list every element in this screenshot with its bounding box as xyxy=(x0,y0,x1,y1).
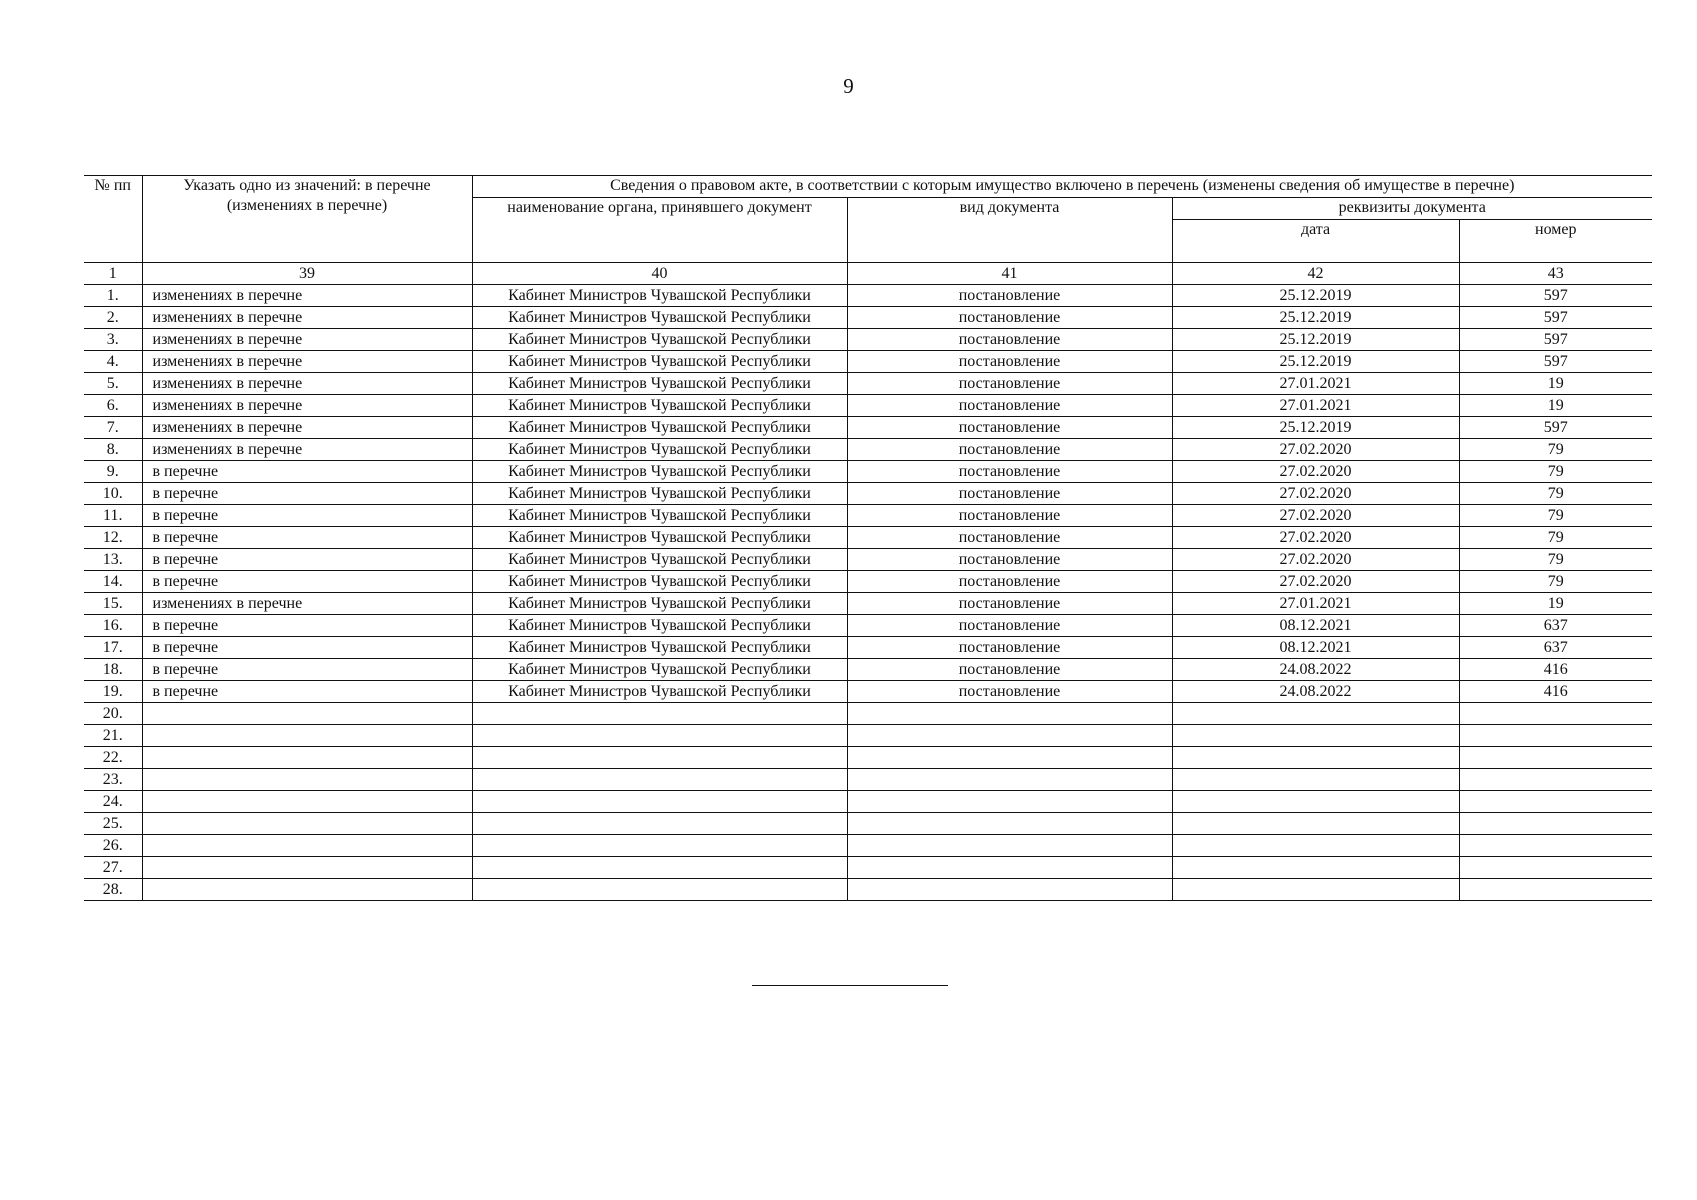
table-row xyxy=(84,879,1652,901)
number-cell: 79 xyxy=(1459,461,1652,483)
date-cell xyxy=(1172,857,1459,879)
number-cell xyxy=(1459,879,1652,901)
number-cell: 79 xyxy=(1459,483,1652,505)
end-of-document-line xyxy=(752,985,948,986)
table-row xyxy=(84,659,1652,681)
choice-cell: в перечне xyxy=(142,527,472,549)
doc-type-cell xyxy=(847,813,1172,835)
table-row xyxy=(84,857,1652,879)
choice-cell xyxy=(142,857,472,879)
doc-type-cell: постановление xyxy=(847,549,1172,571)
row-number-cell: 23. xyxy=(84,769,142,791)
property-register-table xyxy=(84,175,1652,901)
row-number-cell: 9. xyxy=(84,461,142,483)
choice-cell xyxy=(142,747,472,769)
number-cell: 416 xyxy=(1459,659,1652,681)
date-cell: 08.12.2021 xyxy=(1172,615,1459,637)
column-number: 1 xyxy=(84,263,142,285)
organ-cell: Кабинет Министров Чувашской Республики xyxy=(472,527,847,549)
table-row xyxy=(84,505,1652,527)
choice-cell: изменениях в перечне xyxy=(142,307,472,329)
number-cell: 597 xyxy=(1459,351,1652,373)
choice-cell: изменениях в перечне xyxy=(142,395,472,417)
page-number: 9 xyxy=(843,74,854,98)
date-cell: 25.12.2019 xyxy=(1172,329,1459,351)
number-cell: 597 xyxy=(1459,307,1652,329)
row-number-cell: 17. xyxy=(84,637,142,659)
number-cell: 597 xyxy=(1459,285,1652,307)
header-choice: Указать одно из значений: в перечне (изменениях в перечне) xyxy=(142,176,472,263)
table-row xyxy=(84,593,1652,615)
date-cell: 27.01.2021 xyxy=(1172,593,1459,615)
row-number-cell: 10. xyxy=(84,483,142,505)
table-row xyxy=(84,813,1652,835)
table-row xyxy=(84,725,1652,747)
row-number-cell: 1. xyxy=(84,285,142,307)
row-number-cell: 19. xyxy=(84,681,142,703)
row-number-cell: 27. xyxy=(84,857,142,879)
date-cell xyxy=(1172,703,1459,725)
table-row xyxy=(84,351,1652,373)
doc-type-cell: постановление xyxy=(847,329,1172,351)
number-cell xyxy=(1459,835,1652,857)
doc-type-cell: постановление xyxy=(847,285,1172,307)
date-cell: 27.02.2020 xyxy=(1172,549,1459,571)
doc-type-cell: постановление xyxy=(847,527,1172,549)
date-cell: 27.01.2021 xyxy=(1172,395,1459,417)
organ-cell: Кабинет Министров Чувашской Республики xyxy=(472,593,847,615)
row-number-cell: 24. xyxy=(84,791,142,813)
doc-type-cell: постановление xyxy=(847,307,1172,329)
table-row xyxy=(84,439,1652,461)
choice-cell: в перечне xyxy=(142,461,472,483)
organ-cell: Кабинет Министров Чувашской Республики xyxy=(472,439,847,461)
choice-cell: в перечне xyxy=(142,549,472,571)
organ-cell: Кабинет Министров Чувашской Республики xyxy=(472,571,847,593)
organ-cell xyxy=(472,725,847,747)
choice-cell xyxy=(142,835,472,857)
organ-cell: Кабинет Министров Чувашской Республики xyxy=(472,285,847,307)
doc-type-cell xyxy=(847,769,1172,791)
number-cell: 79 xyxy=(1459,571,1652,593)
organ-cell: Кабинет Министров Чувашской Республики xyxy=(472,483,847,505)
column-number: 43 xyxy=(1459,263,1652,285)
doc-type-cell: постановление xyxy=(847,483,1172,505)
header-doc-type: вид документа xyxy=(847,198,1172,263)
doc-type-cell: постановление xyxy=(847,417,1172,439)
row-number-cell: 25. xyxy=(84,813,142,835)
row-number-cell: 26. xyxy=(84,835,142,857)
choice-cell xyxy=(142,879,472,901)
choice-cell: в перечне xyxy=(142,571,472,593)
row-number-cell: 12. xyxy=(84,527,142,549)
column-number: 42 xyxy=(1172,263,1459,285)
date-cell: 27.02.2020 xyxy=(1172,483,1459,505)
table-row xyxy=(84,417,1652,439)
date-cell: 25.12.2019 xyxy=(1172,307,1459,329)
date-cell: 08.12.2021 xyxy=(1172,637,1459,659)
choice-cell xyxy=(142,813,472,835)
doc-type-cell xyxy=(847,791,1172,813)
choice-cell: изменениях в перечне xyxy=(142,373,472,395)
table-row xyxy=(84,285,1652,307)
header-date: дата xyxy=(1172,220,1459,263)
date-cell: 27.01.2021 xyxy=(1172,373,1459,395)
doc-type-cell: постановление xyxy=(847,637,1172,659)
row-number-cell: 14. xyxy=(84,571,142,593)
date-cell: 27.02.2020 xyxy=(1172,527,1459,549)
number-cell: 416 xyxy=(1459,681,1652,703)
number-cell: 79 xyxy=(1459,505,1652,527)
number-cell: 597 xyxy=(1459,417,1652,439)
number-cell xyxy=(1459,725,1652,747)
doc-type-cell: постановление xyxy=(847,571,1172,593)
doc-type-cell: постановление xyxy=(847,681,1172,703)
organ-cell: Кабинет Министров Чувашской Республики xyxy=(472,549,847,571)
choice-cell: в перечне xyxy=(142,681,472,703)
choice-cell: в перечне xyxy=(142,483,472,505)
date-cell: 25.12.2019 xyxy=(1172,351,1459,373)
date-cell: 27.02.2020 xyxy=(1172,439,1459,461)
organ-cell xyxy=(472,813,847,835)
column-number: 39 xyxy=(142,263,472,285)
organ-cell: Кабинет Министров Чувашской Республики xyxy=(472,659,847,681)
choice-cell: изменениях в перечне xyxy=(142,417,472,439)
row-number-cell: 5. xyxy=(84,373,142,395)
organ-cell: Кабинет Министров Чувашской Республики xyxy=(472,395,847,417)
doc-type-cell xyxy=(847,879,1172,901)
row-number-cell: 18. xyxy=(84,659,142,681)
date-cell: 25.12.2019 xyxy=(1172,417,1459,439)
organ-cell xyxy=(472,703,847,725)
doc-type-cell: постановление xyxy=(847,615,1172,637)
date-cell xyxy=(1172,769,1459,791)
header-pp: № пп xyxy=(84,176,142,263)
choice-cell: изменениях в перечне xyxy=(142,329,472,351)
number-cell: 79 xyxy=(1459,439,1652,461)
organ-cell xyxy=(472,791,847,813)
doc-type-cell xyxy=(847,703,1172,725)
choice-cell: изменениях в перечне xyxy=(142,285,472,307)
header-number: номер xyxy=(1459,220,1652,263)
choice-cell: изменениях в перечне xyxy=(142,351,472,373)
table-row xyxy=(84,615,1652,637)
date-cell: 24.08.2022 xyxy=(1172,659,1459,681)
date-cell xyxy=(1172,879,1459,901)
date-cell xyxy=(1172,813,1459,835)
organ-cell xyxy=(472,835,847,857)
organ-cell: Кабинет Министров Чувашской Республики xyxy=(472,637,847,659)
date-cell: 25.12.2019 xyxy=(1172,285,1459,307)
table-row xyxy=(84,747,1652,769)
doc-type-cell: постановление xyxy=(847,395,1172,417)
choice-cell: изменениях в перечне xyxy=(142,593,472,615)
table-row xyxy=(84,483,1652,505)
organ-cell xyxy=(472,769,847,791)
date-cell xyxy=(1172,791,1459,813)
column-numbers-row xyxy=(84,263,1652,285)
date-cell: 27.02.2020 xyxy=(1172,505,1459,527)
doc-type-cell: постановление xyxy=(847,351,1172,373)
organ-cell: Кабинет Министров Чувашской Республики xyxy=(472,461,847,483)
doc-type-cell xyxy=(847,747,1172,769)
table-row xyxy=(84,681,1652,703)
choice-cell xyxy=(142,703,472,725)
organ-cell xyxy=(472,857,847,879)
number-cell xyxy=(1459,703,1652,725)
row-number-cell: 22. xyxy=(84,747,142,769)
number-cell: 19 xyxy=(1459,373,1652,395)
table-row xyxy=(84,373,1652,395)
header-requisites: реквизиты документа xyxy=(1172,198,1652,220)
choice-cell: в перечне xyxy=(142,505,472,527)
date-cell: 27.02.2020 xyxy=(1172,461,1459,483)
organ-cell xyxy=(472,747,847,769)
organ-cell: Кабинет Министров Чувашской Республики xyxy=(472,505,847,527)
doc-type-cell: постановление xyxy=(847,461,1172,483)
number-cell: 79 xyxy=(1459,549,1652,571)
date-cell xyxy=(1172,747,1459,769)
doc-type-cell: постановление xyxy=(847,373,1172,395)
row-number-cell: 2. xyxy=(84,307,142,329)
row-number-cell: 15. xyxy=(84,593,142,615)
row-number-cell: 11. xyxy=(84,505,142,527)
table-row xyxy=(84,637,1652,659)
row-number-cell: 3. xyxy=(84,329,142,351)
organ-cell: Кабинет Министров Чувашской Республики xyxy=(472,329,847,351)
header-organ: наименование органа, принявшего документ xyxy=(472,198,847,263)
table-row xyxy=(84,835,1652,857)
choice-cell: в перечне xyxy=(142,615,472,637)
choice-cell xyxy=(142,769,472,791)
doc-type-cell: постановление xyxy=(847,505,1172,527)
table-header xyxy=(84,176,1652,285)
doc-type-cell: постановление xyxy=(847,439,1172,461)
table-row xyxy=(84,461,1652,483)
doc-type-cell xyxy=(847,857,1172,879)
organ-cell xyxy=(472,879,847,901)
organ-cell: Кабинет Министров Чувашской Республики xyxy=(472,307,847,329)
row-number-cell: 28. xyxy=(84,879,142,901)
table-row xyxy=(84,769,1652,791)
row-number-cell: 4. xyxy=(84,351,142,373)
organ-cell: Кабинет Министров Чувашской Республики xyxy=(472,351,847,373)
column-number: 40 xyxy=(472,263,847,285)
table-row xyxy=(84,571,1652,593)
date-cell xyxy=(1172,725,1459,747)
choice-cell: изменениях в перечне xyxy=(142,439,472,461)
doc-type-cell xyxy=(847,835,1172,857)
choice-cell xyxy=(142,791,472,813)
row-number-cell: 21. xyxy=(84,725,142,747)
doc-type-cell: постановление xyxy=(847,659,1172,681)
number-cell: 19 xyxy=(1459,593,1652,615)
choice-cell: в перечне xyxy=(142,659,472,681)
date-cell xyxy=(1172,835,1459,857)
row-number-cell: 20. xyxy=(84,703,142,725)
number-cell xyxy=(1459,769,1652,791)
row-number-cell: 7. xyxy=(84,417,142,439)
column-number: 41 xyxy=(847,263,1172,285)
date-cell: 27.02.2020 xyxy=(1172,571,1459,593)
number-cell xyxy=(1459,791,1652,813)
choice-cell: в перечне xyxy=(142,637,472,659)
number-cell xyxy=(1459,747,1652,769)
header-legal-act: Сведения о правовом акте, в соответствии с которым имущество включено в перечень (изменены сведения об имуществе в перечне) xyxy=(472,176,1652,198)
table-row xyxy=(84,329,1652,351)
organ-cell: Кабинет Министров Чувашской Республики xyxy=(472,417,847,439)
number-cell: 637 xyxy=(1459,615,1652,637)
number-cell: 79 xyxy=(1459,527,1652,549)
table-row xyxy=(84,791,1652,813)
organ-cell: Кабинет Министров Чувашской Республики xyxy=(472,615,847,637)
row-number-cell: 13. xyxy=(84,549,142,571)
number-cell xyxy=(1459,857,1652,879)
number-cell: 19 xyxy=(1459,395,1652,417)
table-row xyxy=(84,549,1652,571)
row-number-cell: 8. xyxy=(84,439,142,461)
organ-cell: Кабинет Министров Чувашской Республики xyxy=(472,681,847,703)
number-cell xyxy=(1459,813,1652,835)
number-cell: 597 xyxy=(1459,329,1652,351)
organ-cell: Кабинет Министров Чувашской Республики xyxy=(472,373,847,395)
row-number-cell: 16. xyxy=(84,615,142,637)
table-row xyxy=(84,307,1652,329)
table-row xyxy=(84,395,1652,417)
number-cell: 637 xyxy=(1459,637,1652,659)
choice-cell xyxy=(142,725,472,747)
doc-type-cell: постановление xyxy=(847,593,1172,615)
doc-type-cell xyxy=(847,725,1172,747)
table-row xyxy=(84,527,1652,549)
date-cell: 24.08.2022 xyxy=(1172,681,1459,703)
table-row xyxy=(84,703,1652,725)
table-body xyxy=(84,285,1652,901)
row-number-cell: 6. xyxy=(84,395,142,417)
